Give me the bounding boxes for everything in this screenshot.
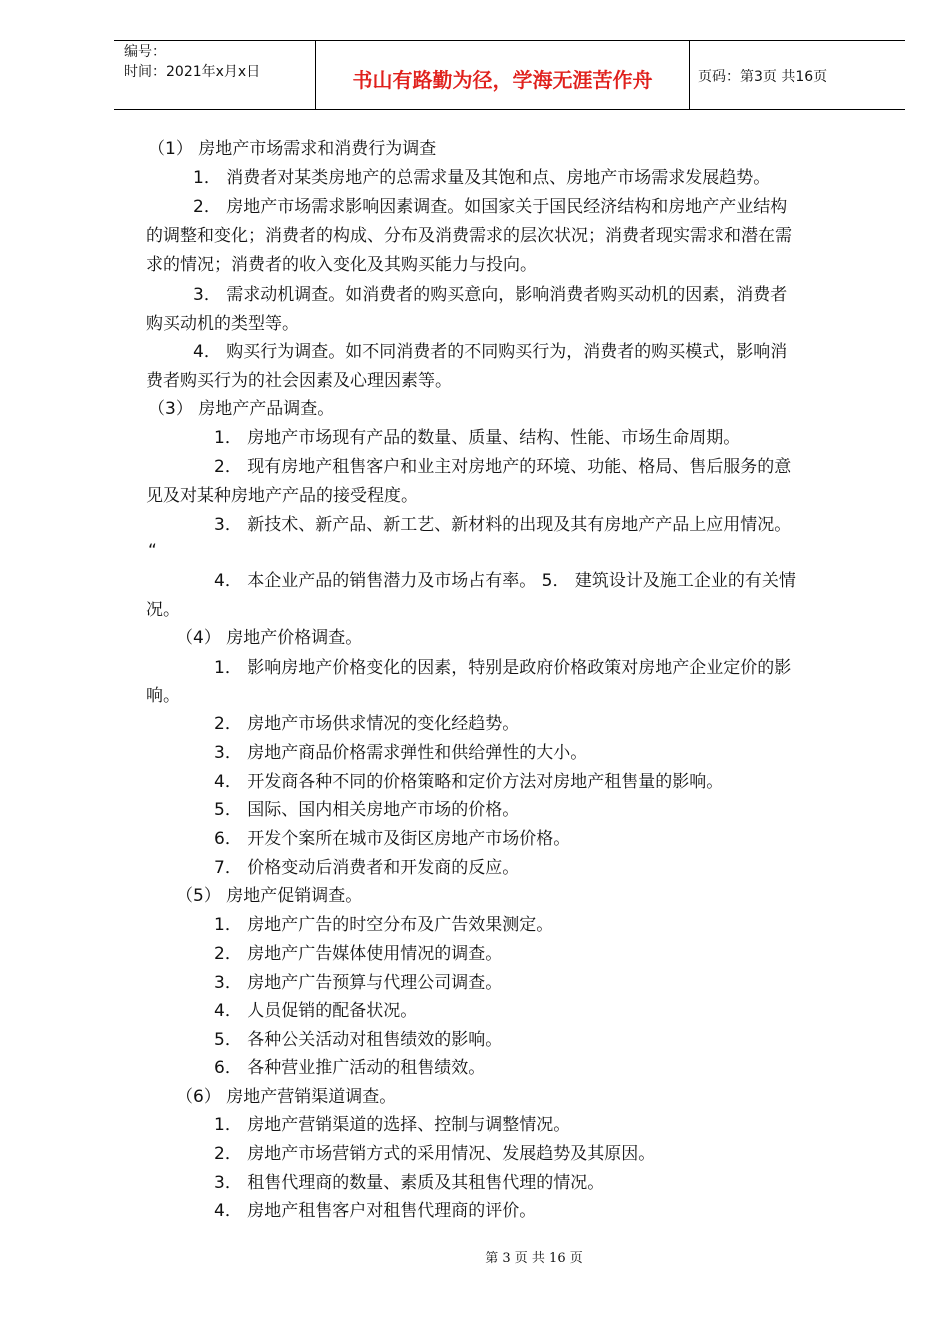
list-item: 4． 房地产租售客户对租售代理商的评价。 xyxy=(214,1201,537,1221)
section-heading: （1） 房地产市场需求和消费行为调查 xyxy=(148,139,437,159)
list-item: 3． 房地产广告预算与代理公司调查。 xyxy=(214,973,503,993)
list-item-continued: 求的情况；消费者的收入变化及其购买能力与投向。 xyxy=(146,255,537,275)
header-motto: 书山有路勤为径，学海无涯苦作舟 xyxy=(352,68,653,92)
list-item: 4． 本企业产品的销售潜力及市场占有率。 5． 建筑设计及施工企业的有关情 xyxy=(214,571,796,591)
document-number-label: 编号： xyxy=(124,44,166,60)
section-heading: （6） 房地产营销渠道调查。 xyxy=(176,1087,397,1107)
list-item-continued: 购买动机的类型等。 xyxy=(146,314,299,334)
list-item: 4． 开发商各种不同的价格策略和定价方法对房地产租售量的影响。 xyxy=(214,772,724,792)
list-item: 3． 房地产商品价格需求弹性和供给弹性的大小。 xyxy=(214,743,588,763)
header-info-cell xyxy=(114,41,316,109)
list-item: 2． 房地产广告媒体使用情况的调查。 xyxy=(214,944,503,964)
list-item: 3． 需求动机调查。如消费者的购买意向，影响消费者购买动机的因素，消费者 xyxy=(193,285,788,305)
list-item: 2． 房地产市场供求情况的变化经趋势。 xyxy=(214,714,520,734)
list-item: 5． 各种公关活动对租售绩效的影响。 xyxy=(214,1030,503,1050)
list-item-continued: 见及对某种房地产产品的接受程度。 xyxy=(146,486,418,506)
list-item: 6． 各种营业推广活动的租售绩效。 xyxy=(214,1058,486,1078)
list-item: 2． 房地产市场营销方式的采用情况、发展趋势及其原因。 xyxy=(214,1144,656,1164)
list-item: 2． 房地产市场需求影响因素调查。如国家关于国民经济结构和房地产产业结构 xyxy=(193,197,788,217)
list-item-continued: 费者购买行为的社会因素及心理因素等。 xyxy=(146,371,452,391)
list-item-continued: 响。 xyxy=(146,686,180,706)
header-page-info: 页码：第3页 共16页 xyxy=(698,69,828,85)
page-header xyxy=(114,40,905,110)
section-heading: （3） 房地产产品调查。 xyxy=(148,399,335,419)
list-item: 1． 影响房地产价格变化的因素，特别是政府价格政策对房地产企业定价的影 xyxy=(214,658,792,678)
section-heading: （5） 房地产促销调查。 xyxy=(176,886,363,906)
list-item: 1． 房地产广告的时空分布及广告效果测定。 xyxy=(214,915,554,935)
list-item-continued: 的调整和变化；消费者的构成、分布及消费需求的层次状况；消费者现实需求和潜在需 xyxy=(146,226,792,246)
list-item: 4． 人员促销的配备状况。 xyxy=(214,1001,418,1021)
section-heading: （4） 房地产价格调查。 xyxy=(176,628,363,648)
list-item: 1． 消费者对某类房地产的总需求量及其饱和点、房地产市场需求发展趋势。 xyxy=(193,168,771,188)
page-footer: 第 3 页 共 16 页 xyxy=(485,1251,583,1266)
list-item-continued: 况。 xyxy=(146,600,180,620)
list-item: 1． 房地产市场现有产品的数量、质量、结构、性能、市场生命周期。 xyxy=(214,428,741,448)
header-page-cell xyxy=(690,41,905,109)
list-item: 1． 房地产营销渠道的选择、控制与调整情况。 xyxy=(214,1115,571,1135)
list-item: 3． 租售代理商的数量、素质及其租售代理的情况。 xyxy=(214,1173,605,1193)
stray-quote-mark: “ xyxy=(148,541,157,561)
list-item: 7． 价格变动后消费者和开发商的反应。 xyxy=(214,858,520,878)
list-item: 2． 现有房地产租售客户和业主对房地产的环境、功能、格局、售后服务的意 xyxy=(214,457,792,477)
document-time-label: 时间：2021年x月x日 xyxy=(124,64,261,80)
header-motto-cell xyxy=(316,41,690,109)
list-item: 6． 开发个案所在城市及街区房地产市场价格。 xyxy=(214,829,571,849)
list-item: 4． 购买行为调查。如不同消费者的不同购买行为，消费者的购买模式，影响消 xyxy=(193,342,788,362)
list-item: 3． 新技术、新产品、新工艺、新材料的出现及其有房地产产品上应用情况。 xyxy=(214,515,792,535)
list-item: 5． 国际、国内相关房地产市场的价格。 xyxy=(214,800,520,820)
